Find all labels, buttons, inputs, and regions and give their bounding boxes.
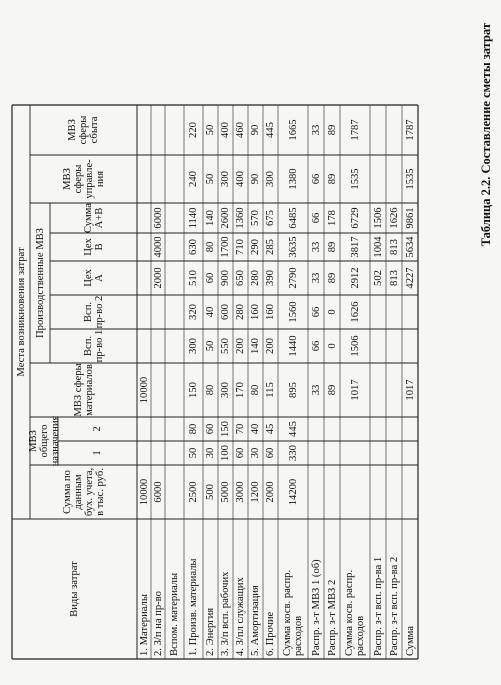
table-cell: 30 (205, 447, 216, 459)
table-cell: 445 (287, 421, 299, 437)
table-cell: 140 (205, 210, 216, 226)
table-cell: 1626 (388, 207, 400, 229)
row-label: Распр. з-т МВЗ 2 (326, 579, 338, 656)
row-label: 3. З/п всп. рабочих (220, 571, 231, 656)
table-cell: 2000 (152, 267, 164, 289)
table-cell: 2500 (188, 481, 199, 503)
table-cell: 2790 (287, 267, 299, 289)
table-cell: 89 (326, 124, 338, 136)
table-cell: 50 (205, 340, 216, 352)
header-mvz-sales: МВЗ сферы сбыта (67, 115, 100, 145)
table-cell: 6729 (349, 207, 361, 229)
table-cell: 500 (205, 484, 216, 500)
table-cell: 160 (265, 304, 276, 320)
table-cell: 280 (250, 270, 261, 286)
table-cell: 813 (388, 239, 400, 255)
table-cell: 1017 (349, 379, 361, 401)
table-cell: 70 (235, 423, 246, 435)
table-cell: 510 (188, 270, 199, 286)
table-cell: 600 (220, 304, 231, 320)
table-cell: 2912 (349, 267, 361, 289)
header-sum-ab: Сумма А+В (82, 203, 105, 233)
header-shop-a: Цех А (82, 269, 105, 287)
row-label: 5. Амортизация (250, 585, 261, 656)
row-label: 1. Произв. материалы (188, 558, 199, 656)
table-cell: 200 (265, 338, 276, 354)
table-cell: 445 (265, 122, 276, 138)
table-cell: 89 (326, 272, 338, 284)
table-cell: 1506 (349, 335, 361, 357)
table-cell: 60 (265, 447, 276, 459)
table-cell: 240 (188, 171, 199, 187)
table-cell: 1626 (349, 301, 361, 323)
row-label: Распр. з-т всп. пр-ва 1 (372, 556, 384, 656)
table-cell: 60 (205, 423, 216, 435)
table-cell: 6485 (287, 207, 299, 229)
table-cell: 30 (250, 447, 261, 459)
header-kind: Виды затрат (69, 561, 80, 617)
table-cell: 460 (235, 122, 246, 138)
header-col2: 2 (92, 426, 103, 432)
row-label: 4. З/пл служащих (235, 577, 246, 656)
table-cell: 0 (326, 309, 338, 315)
table-cell: 1787 (404, 119, 416, 141)
table-cell: 66 (310, 173, 322, 185)
table-cell: 1440 (287, 335, 299, 357)
row-label: 2. Энергия (205, 607, 216, 656)
table-cell: 330 (287, 445, 299, 461)
table-cell: 160 (250, 304, 261, 320)
row-label: 2. З/п на пр-во (152, 591, 164, 656)
header-sum-acc: Сумма по данным бух. учета, в тыс. руб. (61, 467, 106, 517)
header-shop-b: Цех В (82, 238, 105, 256)
table-cell: 140 (250, 338, 261, 354)
table-cell: 66 (310, 340, 322, 352)
table-cell: 1017 (404, 379, 416, 401)
row-label: Сумма косв. распр. расходов (344, 569, 366, 656)
table-cell: 50 (205, 173, 216, 185)
row-label: Сумма (404, 626, 416, 656)
table-cell: 502 (372, 270, 384, 286)
table-cell: 900 (220, 270, 231, 286)
table-cell: 1200 (250, 481, 261, 503)
table-cell: 1700 (220, 236, 231, 258)
table-cell: 285 (265, 239, 276, 255)
table-cell: 300 (220, 171, 231, 187)
table-cell: 9861 (404, 207, 416, 229)
row-label: 6. Прочие (265, 611, 276, 656)
table-cell: 3635 (287, 236, 299, 258)
header-places: Места возникновения затрат (15, 247, 27, 377)
table-cell: 710 (235, 239, 246, 255)
header-production: Производственные МВЗ (34, 228, 46, 338)
table-cell: 1665 (287, 119, 299, 141)
table-cell: 40 (205, 306, 216, 318)
table-cell: 2600 (220, 207, 231, 229)
table-cell: 675 (265, 210, 276, 226)
table-cell: 6000 (152, 207, 164, 229)
table-cell: 4227 (404, 267, 416, 289)
table-cell: 2000 (265, 481, 276, 503)
table-cell: 300 (220, 382, 231, 398)
table-cell: 45 (265, 423, 276, 435)
table-cell: 80 (250, 384, 261, 396)
header-vsp2: Всп. пр-во 2 (82, 295, 105, 329)
table-cell: 80 (205, 384, 216, 396)
table-cell: 40 (250, 423, 261, 435)
header-mvz-general: МВЗ общего назначения (27, 415, 61, 467)
table-cell: 1004 (372, 236, 384, 258)
table-cell: 90 (250, 124, 261, 136)
table-cell: 10000 (138, 376, 150, 404)
table-cell: 33 (310, 124, 322, 136)
table-cell: 1560 (287, 301, 299, 323)
table-cell: 1360 (235, 207, 246, 229)
table-cell: 1535 (404, 168, 416, 190)
table-cell: 5634 (404, 236, 416, 258)
table-cell: 150 (188, 382, 199, 398)
table-cell: 300 (265, 171, 276, 187)
table-cell: 3000 (235, 481, 246, 503)
table-cell: 150 (220, 421, 231, 437)
table-cell: 650 (235, 270, 246, 286)
table-cell: 33 (310, 272, 322, 284)
table-cell: 100 (220, 445, 231, 461)
table-cell: 220 (188, 122, 199, 138)
table-cell: 813 (388, 270, 400, 286)
table-cell: 320 (188, 304, 199, 320)
table-cell: 50 (205, 124, 216, 136)
table-cell: 80 (188, 423, 199, 435)
table-cell: 630 (188, 239, 199, 255)
table-cell: 3817 (349, 236, 361, 258)
table-cell: 1535 (349, 168, 361, 190)
table-cell: 200 (235, 338, 246, 354)
table-cell: 5000 (220, 481, 231, 503)
table-cell: 280 (235, 304, 246, 320)
table-cell: 66 (310, 306, 322, 318)
table-cell: 14200 (287, 478, 299, 506)
table-cell: 89 (326, 173, 338, 185)
table-cell: 60 (205, 272, 216, 284)
table-cell: 10000 (138, 478, 150, 506)
table-cell: 6000 (152, 481, 164, 503)
table-cell: 80 (205, 241, 216, 253)
row-label: 1. Материалы (138, 594, 150, 656)
table-cell: 66 (310, 212, 322, 224)
row-label: Распр. з-т МВЗ 1 (об) (310, 559, 322, 656)
table-cell: 33 (310, 241, 322, 253)
table-cell: 550 (220, 338, 231, 354)
table-cell: 33 (310, 384, 322, 396)
table-title: Таблица 2.2. Составление сметы затрат (479, 23, 493, 247)
header-vsp1: Всп. пр-во 1 (82, 329, 105, 363)
table-cell: 89 (326, 384, 338, 396)
table-cell: 390 (265, 270, 276, 286)
table-cell: 89 (326, 241, 338, 253)
table-cell: 60 (235, 447, 246, 459)
table-cell: 90 (250, 173, 261, 185)
header-mvz-mat: МВЗ сферы материалов (72, 363, 95, 417)
header-col1: 1 (92, 450, 103, 456)
table-cell: 895 (287, 382, 299, 398)
table-cell: 300 (188, 338, 199, 354)
table-cell: 115 (265, 382, 276, 398)
row-label: Распр. з-т всп. пр-ва 2 (388, 556, 400, 656)
table-cell: 170 (235, 382, 246, 398)
row-label: Сумма косв. распр. расходов (282, 569, 304, 656)
table-cell: 290 (250, 239, 261, 255)
table-cell: 1380 (287, 168, 299, 190)
table-cell: 4000 (152, 236, 164, 258)
row-label: Вспом. материалы (169, 572, 180, 656)
table-cell: 178 (326, 210, 338, 226)
table-cell: 400 (235, 171, 246, 187)
table-cell: 1140 (188, 207, 199, 229)
header-mvz-mgmt: МВЗ сферы управле- ния (61, 159, 106, 199)
table-cell: 1787 (349, 119, 361, 141)
table-cell: 0 (326, 343, 338, 349)
table-cell: 400 (220, 122, 231, 138)
table-cell: 1506 (372, 207, 384, 229)
table-cell: 50 (188, 447, 199, 459)
table-cell: 570 (250, 210, 261, 226)
